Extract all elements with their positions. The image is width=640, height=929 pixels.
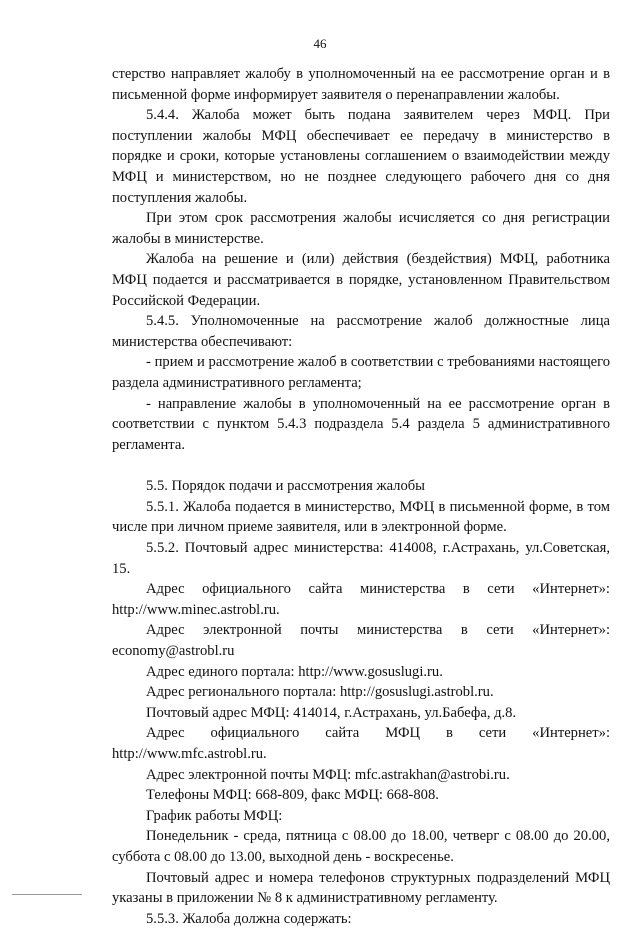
paragraph: Адрес единого портала: http://www.gosuslugi.ru. — [146, 663, 443, 680]
paragraph: 5.5.3. Жалоба должна содержать: — [146, 910, 352, 927]
page-number: 46 — [313, 36, 327, 51]
paragraph: Адрес электронной почты министерства в сети «Интернет»: economy@astrobl.ru — [112, 622, 610, 660]
paragraph: 5.5.1. Жалоба подается в министерство, МФЦ в письменной форме, в том числе при личном приеме заявителя, или в электронной форме. — [112, 498, 610, 536]
paragraph: Адрес регионального портала: http://gosuslugi.astrobl.ru. — [146, 684, 494, 701]
paragraph: Адрес электронной почты МФЦ: mfc.astrakhan@astrobi.ru. — [146, 766, 510, 783]
paragraph: Жалоба на решение и (или) действия (бездействия) МФЦ, работника МФЦ подается и рассматривается в порядке, установленном Правительством Российской Федерации. — [112, 251, 610, 309]
paragraph: 5.4.5. Уполномоченные на рассмотрение жалоб должностные лица министерства обеспечивают: — [112, 313, 610, 350]
list-item: - прием и рассмотрение жалоб в соответствии с требованиями настоящего раздела административного регламента; — [112, 354, 610, 391]
paragraph: стерство направляет жалобу в уполномоченный на ее рассмотрение орган и в письменной форме информирует заявителя о перенаправлении жалобы. — [112, 66, 610, 103]
paragraph: Почтовый адрес МФЦ: 414014, г.Астрахань, ул.Бабефа, д.8. — [146, 704, 517, 721]
paragraph: 5.4.4. Жалоба может быть подана заявителем через МФЦ. При поступлении жалобы МФЦ обеспечивает ее передачу в министерство в порядке и сроки, которые установлены соглашением о взаимодействии между МФЦ и министерством, но не позднее следующего рабочего дня со дня поступления жалобы. — [112, 107, 610, 206]
footer-divider — [12, 894, 82, 895]
paragraph: Адрес официального сайта министерства в сети «Интернет»: http://www.minec.astrobl.ru. — [112, 581, 610, 618]
paragraph: Телефоны МФЦ: 668-809, факс МФЦ: 668-808. — [146, 787, 439, 804]
paragraph: Адрес официального сайта МФЦ в сети «Интернет»: http://www.mfc.astrobl.ru. — [112, 725, 610, 762]
paragraph: При этом срок рассмотрения жалобы исчисляется со дня регистрации жалобы в министерстве. — [112, 210, 610, 247]
document-body — [112, 64, 610, 929]
paragraph: График работы МФЦ: — [146, 807, 283, 824]
paragraph: Почтовый адрес и номера телефонов структурных подразделений МФЦ указаны в приложении № 8 к административному регламенту. — [112, 869, 610, 907]
paragraph: 5.5.2. Почтовый адрес министерства: 414008, г.Астрахань, ул.Советская, 15. — [112, 540, 610, 577]
list-item: - направление жалобы в уполномоченный на ее рассмотрение орган в соответствии с пунктом 5.4.3 подраздела 5.4 раздела 5 административного регламента. — [112, 395, 610, 453]
paragraph: Понедельник - среда, пятница с 08.00 до 18.00, четверг с 08.00 до 20.00, суббота с 08.00 до 13.00, выходной день - воскресенье. — [112, 828, 610, 865]
section-heading: 5.5. Порядок подачи и рассмотрения жалобы — [146, 478, 425, 495]
